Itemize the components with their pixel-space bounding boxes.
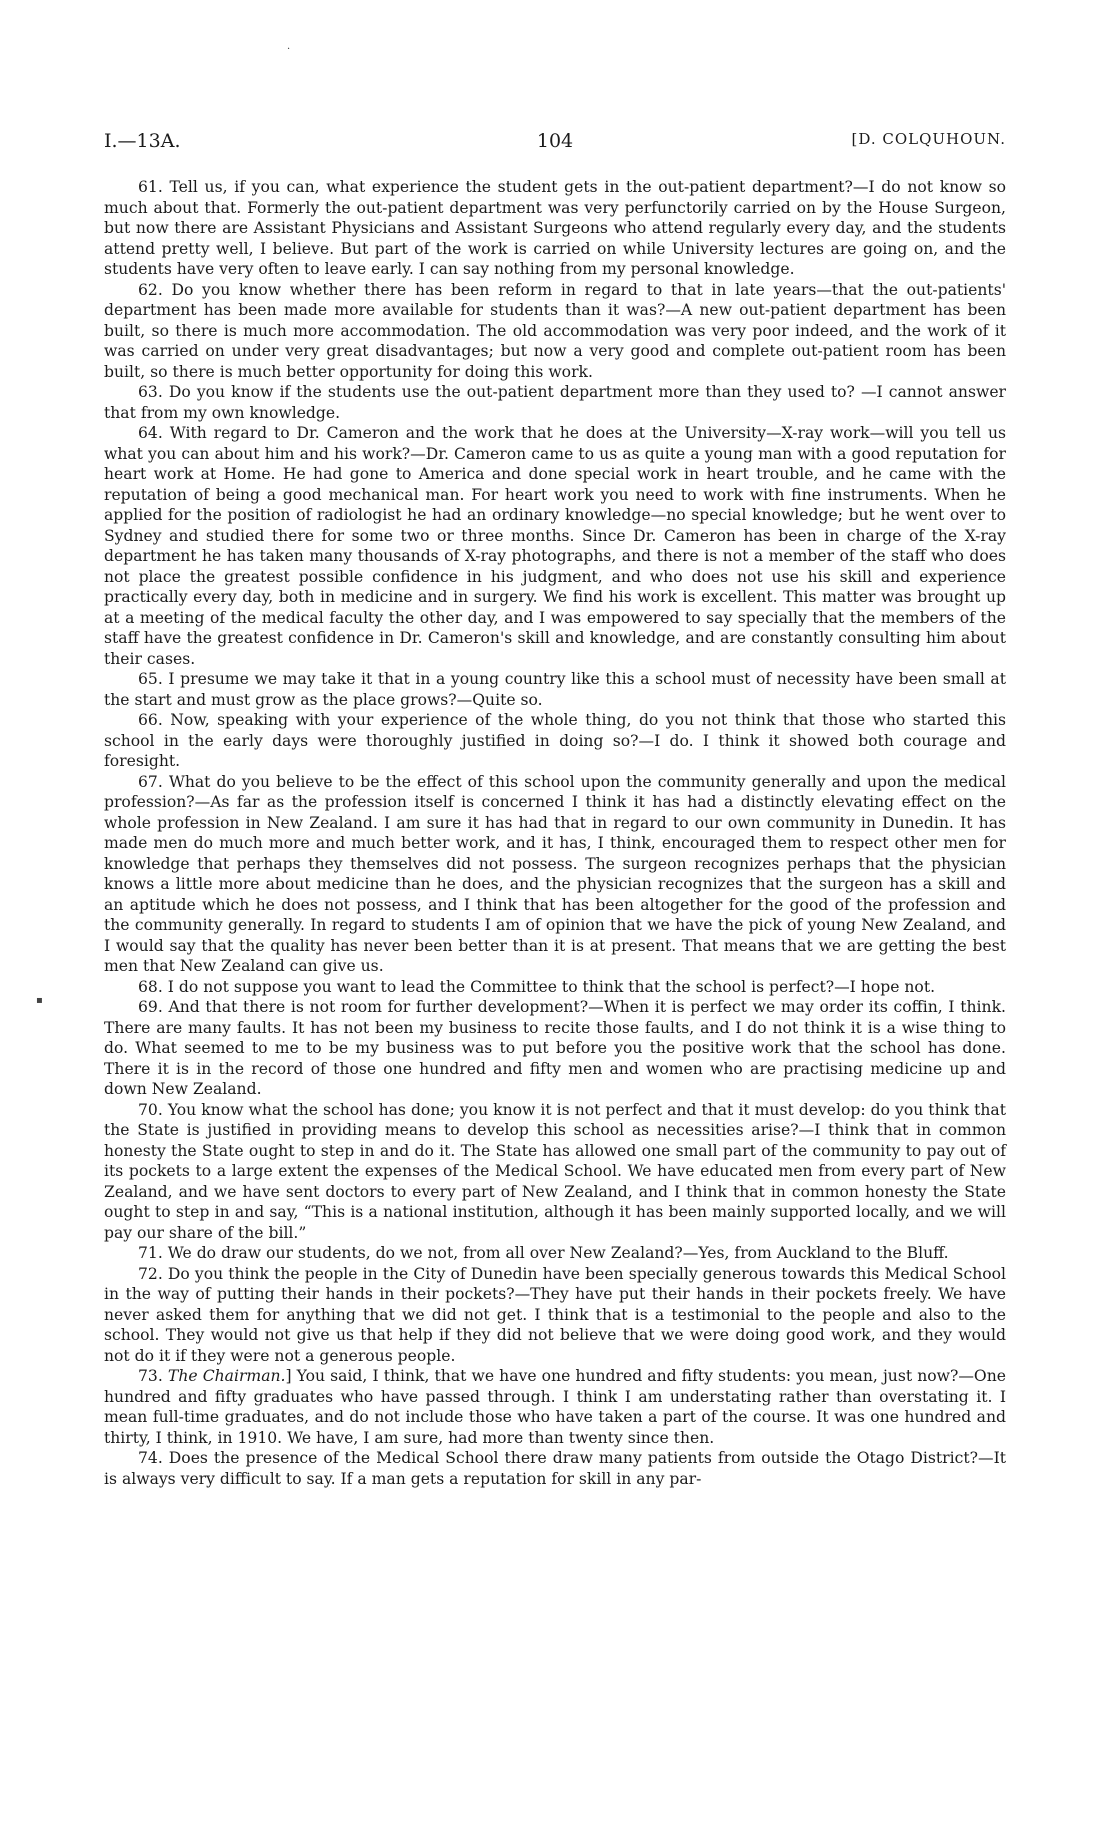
question-number: 73.	[138, 1367, 163, 1385]
paragraph-73	[104, 1366, 1006, 1448]
paragraph-65: 65. I presume we may take it that in a young country like this a school must of necessity have been small at the start and must grow as the place grows?—Quite so.	[104, 670, 1006, 709]
paragraph-71: 71. We do draw our students, do we not, from all over New Zealand?—Yes, from Auckland to the Bluff.	[138, 1244, 949, 1262]
paragraph-63: 63. Do you know if the students use the out-patient department more than they used to? —I cannot answer that from my own knowledge.	[104, 383, 1006, 422]
speaker-label: The Chairman.	[167, 1367, 286, 1385]
paragraph-70: 70. You know what the school has done; you know it is not perfect and that it must develop: do you think that the State is justified in providing means to develop this school as necessities arise?—I think that in common honesty the State ought to step in and do it. The State has allowed one small part of the community to pay out of its pockets to a large extent the expenses of the Medical School. We have educated men from every part of New Zealand, and we have sent doctors to every part of New Zealand, and I think that in common honesty the State ought to step in and say, “This is a national institution, although it has been mainly supported locally, and we will pay our share of the bill.”	[104, 1100, 1006, 1242]
header-reference: I.—13A.	[104, 130, 181, 152]
header-witness: [D. COLQUHOUN.	[851, 130, 1006, 148]
paragraph-68: 68. I do not suppose you want to lead the Committee to think that the school is perfect?—I hope not.	[138, 977, 936, 996]
paragraph-72: 72. Do you think the people in the City of Dunedin have been specially generous towards this Medical School in the way of putting their hands in their pockets?—They have put their hands in their pockets freely. We have never asked them for anything that we did not get. I think that is a testimonial to the people and also to the school. They would not give us that help if they did not believe that we were doing good work, and they would not do it if they were not a generous people.	[104, 1264, 1006, 1365]
paragraph-62: 62. Do you know whether there has been reform in regard to that in late years—that the out-patients' department has been made more available for students than it was?—A new out-patient department has been built, so there is much more accommodation. The old accommodation was very poor indeed, and the work of it was carried on under very great disadvantages; but now a very good and complete out-patient room has been built, so there is much better opportunity for doing this work.	[104, 280, 1006, 381]
scan-speck: ▪	[36, 995, 43, 1006]
page-header	[104, 130, 1006, 160]
paragraph-69: 69. And that there is not room for further development?—When it is perfect we may order its coffin, I think. There are many faults. It has not been my business to recite those faults, and I do not think it is a wise thing to do. What seemed to me to be my business was to put before you the positive work that the school has done. There it is in the record of those one hundred and fifty men and women who are practising medicine up and down New Zealand.	[104, 998, 1006, 1098]
paragraph-67: 67. What do you believe to be the effect of this school upon the community generally and upon the medical profession?—As far as the profession itself is concerned I think it has had a distinctly elevating effect on the whole profession in New Zealand. I am sure it has had that in regard to our own community in Dunedin. It has made men do much more and much better work, and it has, I think, encouraged them to respect other men for knowledge that perhaps they themselves did not possess. The surgeon recognizes perhaps that the physician knows a little more about medicine than he does, and the physician recognizes that the surgeon has a skill and an aptitude which he does not possess, and I think that has been altogether for the good of the profession and the community generally. In regard to students I am of opinion that we have the pick of young New Zealand, and I would say that the quality has never been better than it is at present. That means that we are getting the best men that New Zealand can give us.	[104, 772, 1006, 975]
page-number: 104	[536, 130, 574, 152]
document-body	[104, 177, 1006, 1489]
paragraph-74: 74. Does the presence of the Medical School there draw many patients from outside the Otago District?—It is always very difficult to say. If a man gets a reputation for skill in any par-	[104, 1449, 1006, 1488]
paragraph-64: 64. With regard to Dr. Cameron and the work that he does at the University—X-ray work—will you tell us what you can about him and his work?—Dr. Cameron came to us as quite a young man with a good reputation for heart work at Home. He had gone to America and done special work in heart trouble, and he came with the reputation of being a good mechanical man. For heart work you need to work with fine instruments. When he applied for the position of radiologist he had an ordinary knowledge—no special knowledge; but he went over to Sydney and studied there for some two or three months. Since Dr. Cameron has been in charge of the X-ray department he has taken many thousands of X-ray photographs, and there is not a member of the staff who does not place the greatest possible confidence in his judgment, and who does not use his skill and experience practically every day, both in medicine and in surgery. We find his work is excellent. This matter was brought up at a meeting of the medical faculty the other day, and I was empowered to say specially that the members of the staff have the greatest confidence in Dr. Cameron's skill and knowledge, and are constantly consulting him about their cases.	[104, 424, 1006, 668]
paragraph-61: 61. Tell us, if you can, what experience the student gets in the out-patient department?—I do not know so much about that. Formerly the out-patient department was very perfunctorily carried on by the House Surgeon, but now there are Assistant Physicians and Assistant Surgeons who attend regularly every day, and the students attend pretty well, I believe. But part of the work is carried on while University lectures are going on, and the students have very often to leave early. I can say nothing from my personal knowledge.	[104, 178, 1006, 278]
paragraph-text: ] You said, I think, that we have one hundred and fifty students: you mean, just now?—One hundred and fifty graduates who have passed through. I think I am understating rather than overstating it. I mean full-time graduates, and do not include those who have taken a part of the course. It was one hundred and thirty, I think, in 1910. We have, I am sure, had more than twenty since then.	[104, 1367, 1006, 1447]
scan-speck: ·	[287, 44, 291, 55]
paragraph-66: 66. Now, speaking with your experience of the whole thing, do you not think that those who started this school in the early days were thoroughly justified in doing so?—I do. I think it showed both courage and foresight.	[104, 711, 1006, 770]
